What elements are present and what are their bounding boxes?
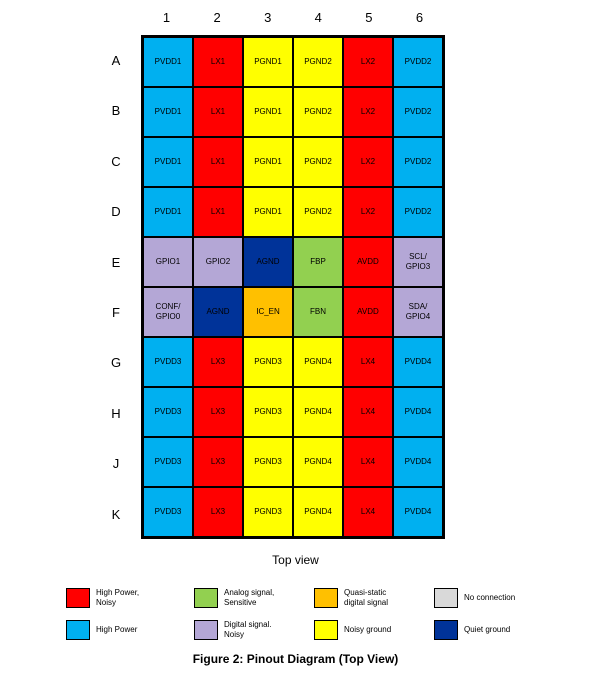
pin-E6: SCL/ GPIO3	[393, 237, 443, 287]
pin-E1: GPIO1	[143, 237, 193, 287]
legend-label-noisy-ground: Noisy ground	[344, 625, 392, 634]
pin-D4: PGND2	[293, 187, 343, 237]
pin-G3: PGND3	[243, 337, 293, 387]
pin-D6: PVDD2	[393, 187, 443, 237]
pin-C1: PVDD1	[143, 137, 193, 187]
legend-label-digital-noisy: Digital signal. Noisy	[224, 620, 272, 639]
legend-label-quiet-ground: Quiet ground	[464, 625, 511, 634]
row-header-J: J	[112, 456, 120, 472]
pin-C6: PVDD2	[393, 137, 443, 187]
pin-J6: PVDD4	[393, 437, 443, 487]
pin-H1: PVDD3	[143, 387, 193, 437]
pin-A6: PVDD2	[393, 37, 443, 87]
legend-swatch-noisy-ground	[314, 620, 338, 640]
legend-swatch-nc	[434, 588, 458, 608]
pin-H2: LX3	[193, 387, 243, 437]
pin-K5: LX4	[343, 487, 393, 537]
pin-A3: PGND1	[243, 37, 293, 87]
legend-swatch-quiet-ground	[434, 620, 458, 640]
column-header-6: 6	[415, 10, 424, 25]
pin-K2: LX3	[193, 487, 243, 537]
pin-H6: PVDD4	[393, 387, 443, 437]
column-header-1: 1	[162, 10, 171, 25]
legend-swatch-hp	[66, 620, 90, 640]
pin-J1: PVDD3	[143, 437, 193, 487]
pin-A4: PGND2	[293, 37, 343, 87]
pin-G1: PVDD3	[143, 337, 193, 387]
pin-A1: PVDD1	[143, 37, 193, 87]
pin-E4: FBP	[293, 237, 343, 287]
pinout-grid	[141, 35, 445, 539]
legend-label-quasi: Quasi-static digital signal	[344, 588, 389, 607]
row-header-G: G	[110, 355, 122, 371]
pin-F6: SDA/ GPIO4	[393, 287, 443, 337]
pin-K1: PVDD3	[143, 487, 193, 537]
legend-label-hp: High Power	[96, 625, 138, 634]
pin-J3: PGND3	[243, 437, 293, 487]
pin-F1: CONF/ GPIO0	[143, 287, 193, 337]
pin-G5: LX4	[343, 337, 393, 387]
legend-swatch-analog	[194, 588, 218, 608]
pin-H5: LX4	[343, 387, 393, 437]
pin-D5: LX2	[343, 187, 393, 237]
legend-swatch-digital-noisy	[194, 620, 218, 640]
pin-C4: PGND2	[293, 137, 343, 187]
top-view-caption: Top view	[272, 553, 319, 567]
pin-D1: PVDD1	[143, 187, 193, 237]
legend-label-hp-noisy: High Power, Noisy	[96, 588, 140, 607]
pin-C3: PGND1	[243, 137, 293, 187]
pin-A2: LX1	[193, 37, 243, 87]
pin-G2: LX3	[193, 337, 243, 387]
legend-swatch-hp-noisy	[66, 588, 90, 608]
row-header-A: A	[111, 53, 121, 68]
pin-K6: PVDD4	[393, 487, 443, 537]
pin-C5: LX2	[343, 137, 393, 187]
pin-G4: PGND4	[293, 337, 343, 387]
row-header-H: H	[111, 405, 121, 421]
pin-D3: PGND1	[243, 187, 293, 237]
column-header-3: 3	[264, 10, 272, 25]
pin-D2: LX1	[193, 187, 243, 237]
column-header-5: 5	[365, 10, 373, 25]
legend-swatch-quasi	[314, 588, 338, 608]
pin-E2: GPIO2	[193, 237, 243, 287]
pin-F5: AVDD	[343, 287, 393, 337]
legend-label-nc: No connection	[464, 593, 516, 602]
row-header-C: C	[111, 153, 121, 169]
pin-F3: IC_EN	[243, 287, 293, 337]
pin-J2: LX3	[193, 437, 243, 487]
pin-G6: PVDD4	[393, 337, 443, 387]
row-header-F: F	[112, 305, 120, 320]
row-header-K: K	[111, 506, 121, 522]
pin-A5: LX2	[343, 37, 393, 87]
column-header-2: 2	[213, 10, 221, 25]
figure-title: Figure 2: Pinout Diagram (Top View)	[192, 652, 399, 666]
pin-B4: PGND2	[293, 87, 343, 137]
pin-B2: LX1	[193, 87, 243, 137]
pin-F4: FBN	[293, 287, 343, 337]
pin-B3: PGND1	[243, 87, 293, 137]
row-header-D: D	[111, 204, 121, 220]
pin-E3: AGND	[243, 237, 293, 287]
pin-B6: PVDD2	[393, 87, 443, 137]
row-header-B: B	[111, 103, 121, 119]
pin-B5: LX2	[343, 87, 393, 137]
column-header-4: 4	[314, 10, 322, 25]
row-header-E: E	[111, 254, 121, 270]
legend-label-analog: Analog signal, Sensitive	[224, 588, 275, 607]
pin-J4: PGND4	[293, 437, 343, 487]
pin-C2: LX1	[193, 137, 243, 187]
pin-J5: LX4	[343, 437, 393, 487]
pin-H4: PGND4	[293, 387, 343, 437]
pin-K3: PGND3	[243, 487, 293, 537]
pin-H3: PGND3	[243, 387, 293, 437]
pin-B1: PVDD1	[143, 87, 193, 137]
pin-K4: PGND4	[293, 487, 343, 537]
pin-E5: AVDD	[343, 237, 393, 287]
pin-F2: AGND	[193, 287, 243, 337]
